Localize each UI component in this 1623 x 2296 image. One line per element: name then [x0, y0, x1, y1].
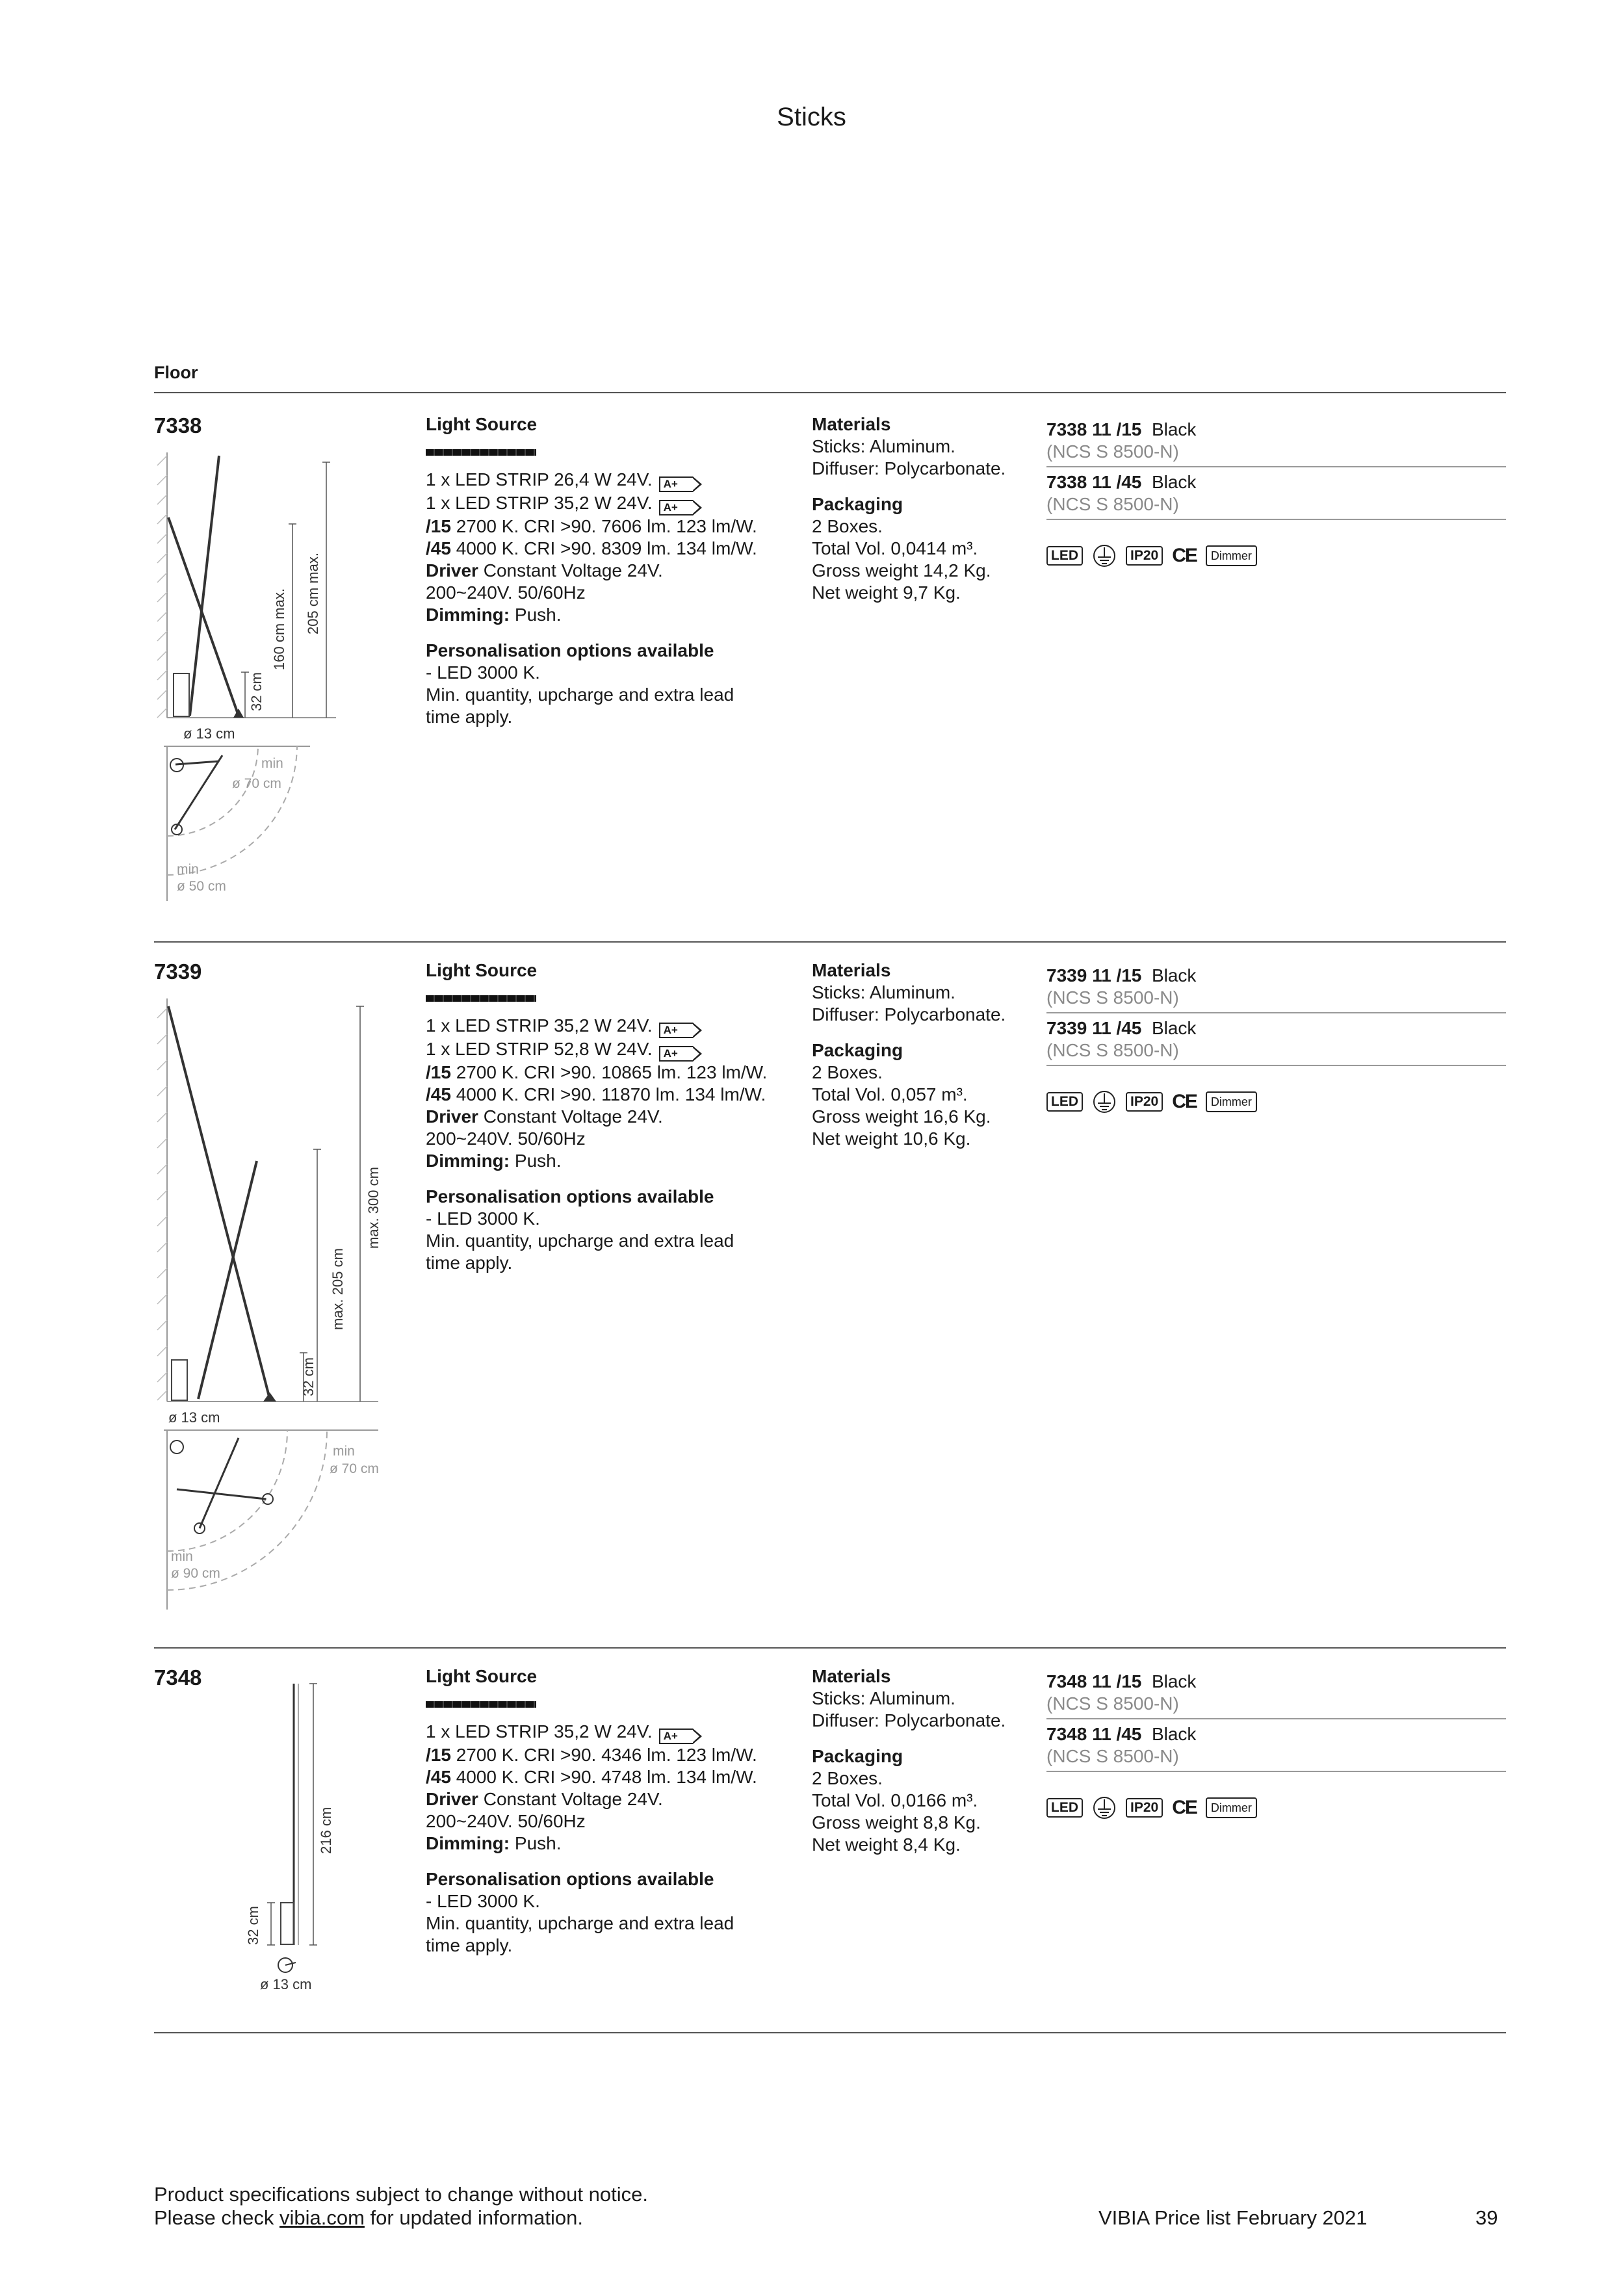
- packaging-line: Gross weight 14,2 Kg.: [812, 560, 991, 581]
- energy-class-badge: A+: [659, 1023, 693, 1038]
- personalisation-line: Min. quantity, upcharge and extra lead: [426, 1231, 734, 1251]
- personalisation-heading: Personalisation options available: [426, 1869, 714, 1889]
- ground-symbol-icon: [1092, 1795, 1117, 1820]
- led-strip-icon: [426, 449, 536, 456]
- packaging-line: Gross weight 16,6 Kg.: [812, 1106, 991, 1127]
- led-badge: LED: [1046, 1092, 1083, 1112]
- driver-line: Driver Constant Voltage 24V.: [426, 560, 663, 581]
- led-strip-icon: [426, 1701, 536, 1708]
- min-inner-label: min: [333, 1444, 355, 1459]
- min-inner-label: min: [261, 756, 283, 771]
- packaging-heading: Packaging: [812, 1040, 903, 1060]
- page-number: 39: [1475, 2206, 1498, 2229]
- dim-base: ø 13 cm: [183, 725, 235, 742]
- product-code: 7338: [154, 413, 202, 437]
- dim-height-300: max. 300 cm: [365, 1167, 382, 1249]
- strip-line: 1 x LED STRIP 26,4 W 24V. A+: [426, 469, 790, 492]
- page-title: Sticks: [777, 103, 846, 131]
- power-line: 200~240V. 50/60Hz: [426, 1128, 586, 1149]
- variant-45-line: /45 4000 K. CRI >90. 11870 lm. 134 lm/W.: [426, 1084, 766, 1104]
- ce-mark: CE: [1172, 545, 1197, 566]
- certification-badges: [1046, 1089, 1257, 1114]
- light-source-column: [426, 1665, 790, 1957]
- reference-row: 7339 11 /45 Black (NCS S 8500-N): [1046, 1013, 1506, 1066]
- materials-heading: Materials: [812, 414, 891, 434]
- dim-base: ø 13 cm: [260, 1976, 312, 1990]
- dim-height-205: max. 205 cm: [330, 1248, 346, 1330]
- dim-height-32: 32 cm: [245, 1906, 261, 1945]
- led-strip-icon: [426, 995, 536, 1002]
- personalisation-heading: Personalisation options available: [426, 1186, 714, 1207]
- vibia-link[interactable]: vibia.com: [279, 2206, 365, 2229]
- light-source-heading: Light Source: [426, 1666, 538, 1686]
- energy-class-badge: A+: [659, 476, 693, 492]
- min-outer-value: ø 50 cm: [177, 879, 226, 894]
- ip20-badge: IP20: [1126, 1092, 1163, 1112]
- packaging-line: 2 Boxes.: [812, 1768, 883, 1788]
- power-line: 200~240V. 50/60Hz: [426, 1811, 586, 1831]
- footer-line-2: Please check vibia.com for updated information.: [154, 2206, 583, 2229]
- min-inner-value: ø 70 cm: [330, 1461, 379, 1476]
- packaging-line: Total Vol. 0,057 m³.: [812, 1084, 968, 1104]
- product-7348: [154, 1665, 1506, 2003]
- materials-line: Sticks: Aluminum.: [812, 1688, 955, 1708]
- dim-height-205: 205 cm max.: [305, 553, 321, 634]
- dim-height-32: 32 cm: [300, 1357, 317, 1396]
- packaging-line: Net weight 9,7 Kg.: [812, 582, 961, 603]
- ip20-badge: IP20: [1126, 1798, 1163, 1818]
- ce-mark: CE: [1172, 1797, 1197, 1818]
- materials-column: [812, 413, 1046, 604]
- reference-row: 7338 11 /45 Black (NCS S 8500-N): [1046, 467, 1506, 520]
- materials-line: Diffuser: Polycarbonate.: [812, 1710, 1006, 1730]
- materials-column: [812, 959, 1046, 1150]
- materials-line: Sticks: Aluminum.: [812, 982, 955, 1002]
- certification-badges: [1046, 1795, 1257, 1820]
- materials-line: Diffuser: Polycarbonate.: [812, 1004, 1006, 1024]
- variant-15-line: /15 2700 K. CRI >90. 7606 lm. 123 lm/W.: [426, 516, 757, 536]
- dim-height-160: 160 cm max.: [271, 588, 287, 670]
- product-divider: [154, 2032, 1506, 2033]
- personalisation-line: - LED 3000 K.: [426, 662, 540, 683]
- footer-brand: VIBIA Price list February 2021: [1098, 2206, 1368, 2229]
- footer-line-1: Product specifications subject to change without notice.: [154, 2183, 648, 2206]
- packaging-line: 2 Boxes.: [812, 1062, 883, 1082]
- product-7338: [154, 413, 1506, 933]
- personalisation-heading: Personalisation options available: [426, 640, 714, 660]
- packaging-heading: Packaging: [812, 1746, 903, 1766]
- personalisation-line: time apply.: [426, 1935, 513, 1955]
- reference-row: 7348 11 /45 Black (NCS S 8500-N): [1046, 1719, 1506, 1772]
- led-badge: LED: [1046, 546, 1083, 566]
- power-line: 200~240V. 50/60Hz: [426, 582, 586, 603]
- packaging-heading: Packaging: [812, 494, 903, 514]
- dim-base: ø 13 cm: [168, 1409, 220, 1426]
- personalisation-line: Min. quantity, upcharge and extra lead: [426, 685, 734, 705]
- dimming-line: Dimming: Push.: [426, 1833, 562, 1853]
- light-source-column: [426, 413, 790, 728]
- min-outer-value: ø 90 cm: [171, 1566, 220, 1581]
- product-drawing: [154, 446, 427, 914]
- dimming-line: Dimming: Push.: [426, 1151, 562, 1171]
- reference-row: 7339 11 /15 Black (NCS S 8500-N): [1046, 961, 1506, 1013]
- footer-disclaimer: [154, 2183, 648, 2230]
- variant-45-line: /45 4000 K. CRI >90. 8309 lm. 134 lm/W.: [426, 538, 757, 558]
- reference-row: 7338 11 /15 Black (NCS S 8500-N): [1046, 415, 1506, 467]
- product-code: 7348: [154, 1665, 202, 1689]
- dimmer-badge: Dimmer: [1206, 1091, 1257, 1112]
- light-source-heading: Light Source: [426, 960, 538, 980]
- materials-line: Diffuser: Polycarbonate.: [812, 458, 1006, 478]
- certification-badges: [1046, 543, 1257, 568]
- light-source-column: [426, 959, 790, 1274]
- product-divider: [154, 1647, 1506, 1649]
- strip-line: 1 x LED STRIP 35,2 W 24V. A+: [426, 492, 790, 515]
- reference-list: [1046, 961, 1506, 1066]
- materials-heading: Materials: [812, 1666, 891, 1686]
- driver-line: Driver Constant Voltage 24V.: [426, 1106, 663, 1127]
- strip-line: 1 x LED STRIP 52,8 W 24V. A+: [426, 1038, 790, 1062]
- energy-class-badge: A+: [659, 500, 693, 515]
- variant-45-line: /45 4000 K. CRI >90. 4748 lm. 134 lm/W.: [426, 1767, 757, 1787]
- packaging-line: Net weight 8,4 Kg.: [812, 1834, 961, 1855]
- packaging-line: Gross weight 8,8 Kg.: [812, 1812, 981, 1833]
- section-rule: [154, 392, 1506, 393]
- materials-line: Sticks: Aluminum.: [812, 436, 955, 456]
- product-code: 7339: [154, 959, 202, 984]
- dim-height-216: 216 cm: [318, 1807, 334, 1854]
- personalisation-line: - LED 3000 K.: [426, 1208, 540, 1229]
- dimming-line: Dimming: Push.: [426, 605, 562, 625]
- personalisation-line: time apply.: [426, 1253, 513, 1273]
- product-7339: [154, 959, 1506, 1642]
- strip-line: 1 x LED STRIP 35,2 W 24V. A+: [426, 1721, 790, 1744]
- personalisation-line: Min. quantity, upcharge and extra lead: [426, 1913, 734, 1933]
- personalisation-line: - LED 3000 K.: [426, 1891, 540, 1911]
- packaging-line: 2 Boxes.: [812, 516, 883, 536]
- ip20-badge: IP20: [1126, 546, 1163, 566]
- led-badge: LED: [1046, 1798, 1083, 1818]
- variant-15-line: /15 2700 K. CRI >90. 10865 lm. 123 lm/W.: [426, 1062, 768, 1082]
- product-drawing: [154, 998, 427, 1616]
- driver-line: Driver Constant Voltage 24V.: [426, 1789, 663, 1809]
- dim-height-32: 32 cm: [248, 672, 265, 711]
- materials-heading: Materials: [812, 960, 891, 980]
- reference-list: [1046, 415, 1506, 520]
- min-inner-value: ø 70 cm: [232, 776, 281, 791]
- packaging-line: Total Vol. 0,0414 m³.: [812, 538, 978, 558]
- reference-row: 7348 11 /15 Black (NCS S 8500-N): [1046, 1667, 1506, 1719]
- ce-mark: CE: [1172, 1091, 1197, 1112]
- min-outer-label: min: [171, 1549, 193, 1564]
- dimmer-badge: Dimmer: [1206, 1797, 1257, 1818]
- ground-symbol-icon: [1092, 1089, 1117, 1114]
- product-drawing: [232, 1678, 401, 1990]
- variant-15-line: /15 2700 K. CRI >90. 4346 lm. 123 lm/W.: [426, 1745, 757, 1765]
- reference-list: [1046, 1667, 1506, 1772]
- packaging-line: Total Vol. 0,0166 m³.: [812, 1790, 978, 1810]
- materials-column: [812, 1665, 1046, 1856]
- ground-symbol-icon: [1092, 543, 1117, 568]
- min-outer-label: min: [177, 862, 199, 877]
- section-label: Floor: [154, 363, 198, 382]
- energy-class-badge: A+: [659, 1729, 693, 1744]
- energy-class-badge: A+: [659, 1046, 693, 1062]
- strip-line: 1 x LED STRIP 35,2 W 24V. A+: [426, 1015, 790, 1038]
- light-source-heading: Light Source: [426, 414, 538, 434]
- dimmer-badge: Dimmer: [1206, 545, 1257, 566]
- product-divider: [154, 941, 1506, 943]
- personalisation-line: time apply.: [426, 707, 513, 727]
- packaging-line: Net weight 10,6 Kg.: [812, 1128, 971, 1149]
